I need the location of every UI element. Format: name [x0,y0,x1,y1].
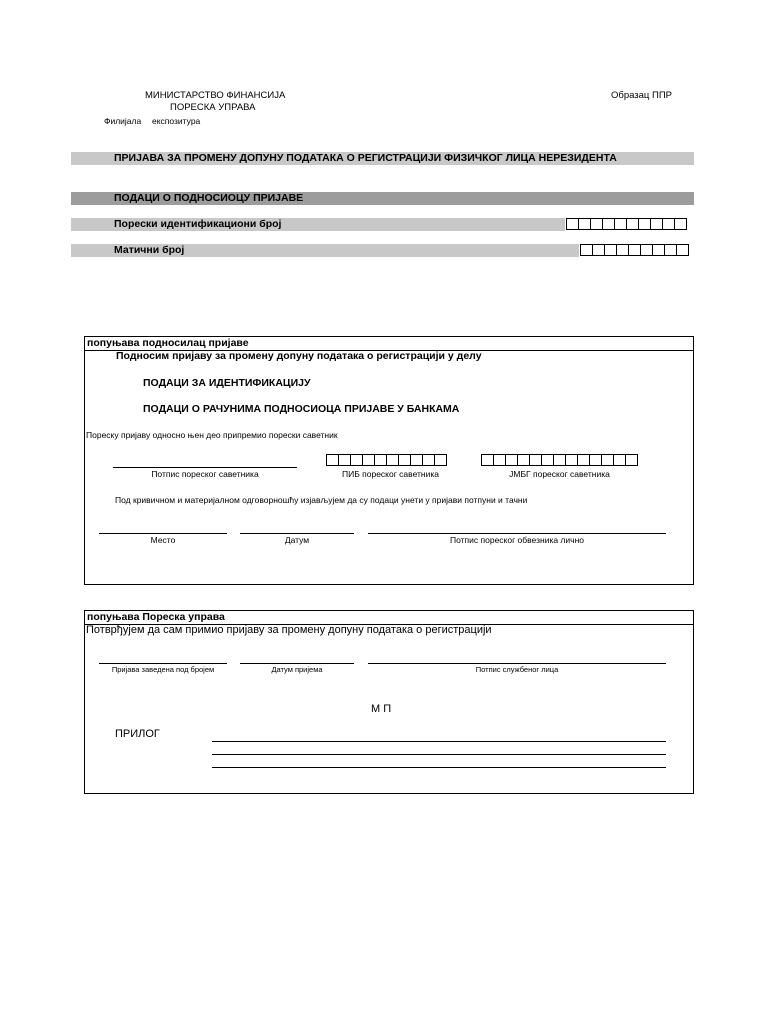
advisor-pib-field[interactable] [326,454,447,466]
tax-id-row [71,218,565,231]
date-line[interactable] [240,533,354,534]
taxpayer-signature-caption: Потпис пореског обвезника лично [450,535,584,545]
tax-id-field[interactable] [566,218,687,230]
receipt-date-caption: Датум пријема [271,665,323,674]
option-bank-accounts[interactable]: ПОДАЦИ О РАЧУНИМА ПОДНОСИОЦА ПРИЈАВЕ У БАНКАМА [143,403,460,415]
date-caption: Датум [284,535,310,545]
attachment-line-3[interactable] [212,767,666,768]
agency-name: ПОРЕСКА УПРАВА [170,102,256,113]
registration-number-caption: Пријава заведена под бројем [111,665,215,674]
attachment-label: ПРИЛОГ [115,728,160,740]
advisor-jmbg-caption: ЈМБГ пореског саветника [509,469,610,479]
authority-box [84,610,694,794]
receipt-date-line[interactable] [240,663,354,664]
applicant-box [84,336,694,585]
advisor-note: Пореску пријаву односно њен део припремио порески саветник [86,430,338,440]
seal-label: М П [371,703,392,715]
registration-number-line[interactable] [99,663,227,664]
option-identification[interactable]: ПОДАЦИ ЗА ИДЕНТИФИКАЦИЈУ [143,377,311,389]
liability-statement: Под кривичном и материјалном одговорношћу изјављујем да су подаци унети у пријави потпуни и тачни [115,495,528,505]
advisor-signature-caption: Потпис пореског саветника [151,469,259,479]
personal-id-row [71,244,579,257]
attachment-line-2[interactable] [212,754,666,755]
applicant-section-bar [71,192,694,205]
taxpayer-signature-line[interactable] [368,533,666,534]
office-label: експозитура [152,116,201,126]
form-title-bar [71,152,694,165]
tax-id-label: Порески идентификациони број [114,218,282,230]
advisor-jmbg-field[interactable] [481,454,638,466]
applicant-box-header: попуњава подносилац пријаве [85,337,693,351]
advisor-signature-line[interactable] [113,467,297,468]
authority-box-header: попуњава Пореска управа [85,611,693,625]
receipt-confirmation: Потврђујем да сам примио пријаву за промену допуну података о регистрацији [86,624,492,636]
personal-id-label: Матични број [114,244,185,256]
official-signature-caption: Потпис службеног лица [475,665,559,674]
change-request-intro: Подносим пријаву за промену допуну података о регистрацији у делу [116,350,482,362]
form-code: Образац ППР [611,90,673,101]
advisor-pib-caption: ПИБ пореског саветника [341,469,439,479]
place-line[interactable] [99,533,227,534]
form-title: ПРИЈАВА ЗА ПРОМЕНУ ДОПУНУ ПОДАТАКА О РЕГИСТРАЦИЈИ ФИЗИЧКОГ ЛИЦА НЕРЕЗИДЕНТА [114,152,617,164]
attachment-line-1[interactable] [212,741,666,742]
official-signature-line[interactable] [368,663,666,664]
branch-label: Филијала [104,116,142,126]
place-caption: Место [150,535,176,545]
ministry-name: МИНИСТАРСТВО ФИНАНСИЈА [145,90,286,101]
personal-id-field[interactable] [580,244,689,256]
applicant-section-heading: ПОДАЦИ О ПОДНОСИОЦУ ПРИЈАВЕ [114,192,304,204]
